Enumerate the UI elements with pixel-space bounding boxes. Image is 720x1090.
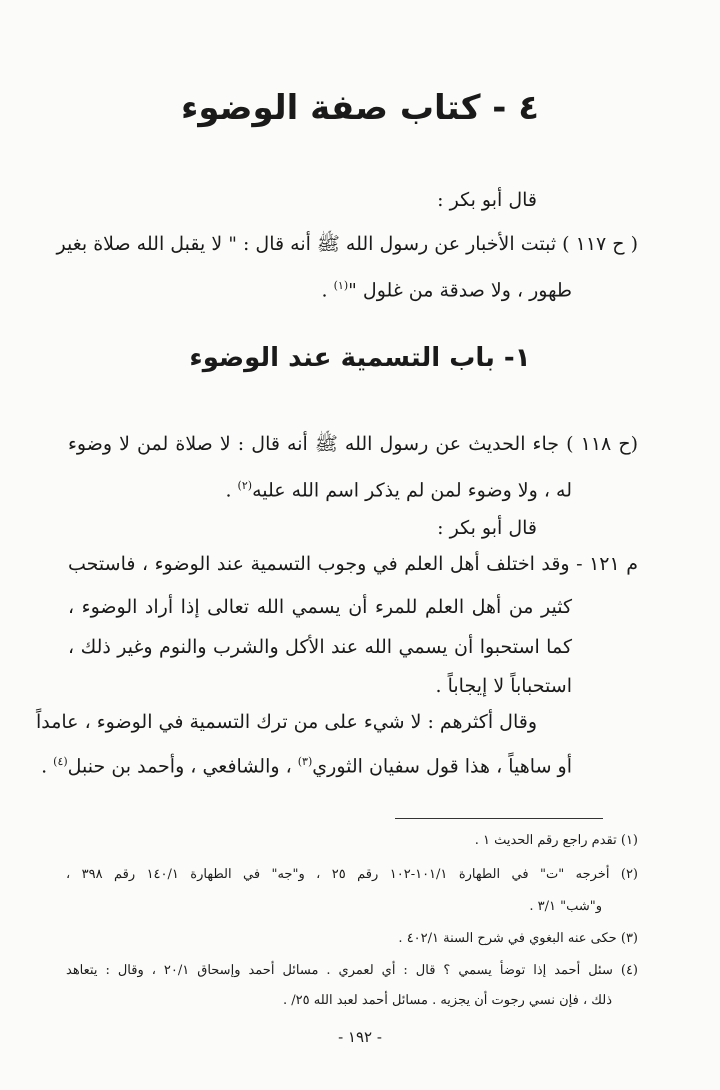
hadith-117-line-2 <box>322 272 572 304</box>
footnote-2-line-2: و"شب" ٣/١ . <box>529 899 602 914</box>
footnote-divider <box>395 818 603 819</box>
text-span: أو ساهياً ، هذا قول سفيان الثوري <box>312 755 572 778</box>
text-span: له ، ولا وضوء لمن لم يذكر اسم الله عليه <box>252 479 572 502</box>
hadith-117-line-1: ( ح ١١٧ ) ثبتت الأخبار عن رسول الله ﷺ أنه قال : " لا يقبل الله صلاة بغير <box>56 233 638 255</box>
issue-121-line-6 <box>41 748 572 780</box>
footnote-1: (١) تقدم راجع رقم الحديث ١ . <box>474 833 638 848</box>
hadith-118-line-1: (ح ١١٨ ) جاء الحديث عن رسول الله ﷺ أنه قال : لا صلاة لمن لا وضوء <box>68 433 638 455</box>
chapter-title: ٤ - كتاب صفة الوضوء <box>180 88 540 128</box>
footnote-3: (٣) حكى عنه البغوي في شرح السنة ٤٠٢/١ . <box>398 931 638 946</box>
footnote-ref-4: (٤) <box>53 755 68 768</box>
text-span: طهور ، ولا صدقة من غلول " <box>348 279 572 302</box>
issue-121-line-5: وقال أكثرهم : لا شيء على من ترك التسمية في الوضوء ، عامداً <box>35 711 537 733</box>
hadith-118-line-2 <box>225 472 572 504</box>
text-span: . <box>321 279 334 302</box>
text-span: ، والشافعي ، وأحمد بن حنبل <box>67 755 298 778</box>
issue-121-line-3: كما استحبوا أن يسمي الله عند الأكل والشرب والنوم وغير ذلك ، <box>68 636 572 658</box>
section-title: ١- باب التسمية عند الوضوء <box>189 343 531 373</box>
text-line: قال أبو بكر : <box>437 189 537 211</box>
footnote-4-line-1: (٤) سئل أحمد إذا توضأ يسمي ؟ قال : أي لعمري . مسائل أحمد وإسحاق ٢٠/١ ، وقال : يتعاهد <box>66 963 638 978</box>
issue-121-line-1: م ١٢١ - وقد اختلف أهل العلم في وجوب التسمية عند الوضوء ، فاستحب <box>68 553 638 575</box>
footnote-ref-2: (٢) <box>237 479 253 492</box>
text-span: . <box>41 755 54 778</box>
footnote-ref-3: (٣) <box>297 755 313 768</box>
text-span: . <box>225 479 238 502</box>
page-number: - ١٩٢ - <box>338 1028 382 1046</box>
footnote-ref-1: (١) <box>333 279 349 292</box>
issue-121-line-2: كثير من أهل العلم للمرء أن يسمي الله تعالى إذا أراد الوضوء ، <box>68 596 572 618</box>
issue-121-line-4: استحباباً لا إيجاباً . <box>435 675 572 697</box>
text-line: قال أبو بكر : <box>437 517 537 539</box>
footnote-2-line-1: (٢) أخرجه "ت" في الطهارة ١٠١/١-١٠٢ رقم ٢٥ ، و"جه" في الطهارة ١٤٠/١ رقم ٣٩٨ ، <box>66 867 638 882</box>
footnote-4-line-2: ذلك ، فإن نسي رجوت أن يجزيه . مسائل أحمد لعبد الله ٢٥/ . <box>282 993 612 1008</box>
